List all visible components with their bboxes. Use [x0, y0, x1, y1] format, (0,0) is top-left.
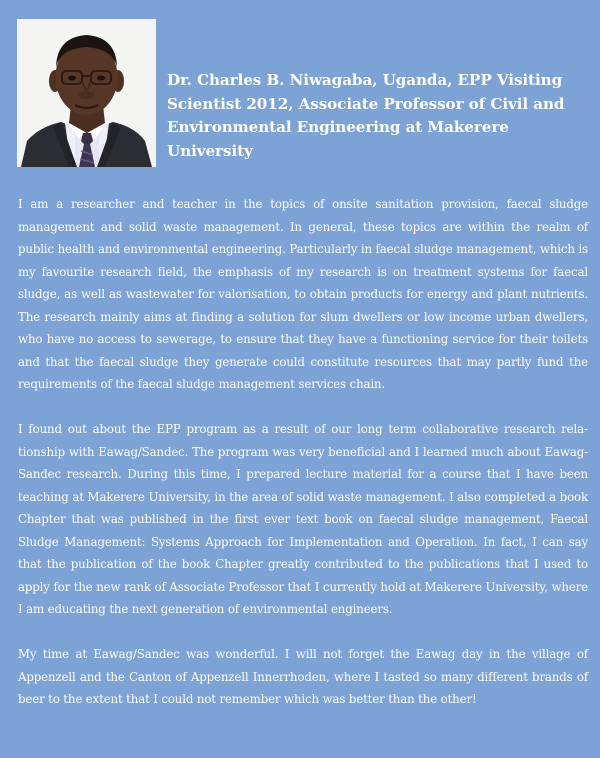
paragraph-eawag-time: My time at Eawag/Sandec was wonderful. I will not forget the Eawag day in the village of Appenzell and the Canton of Appenzell Innerrhoden, where I tasted so many different brands of beer to the extent that I could not remember which was better than the other! [18, 647, 588, 706]
testimonial-body [18, 193, 588, 711]
portrait-illustration [17, 19, 156, 167]
paragraph-epp-program: I found out about the EPP program as a result of our long term collaborative research relationship with Eawag/Sandec. The program was very beneficial and I learned much about Eawag-Sandec research. During this time, I prepared lecture material for a course that I have been teaching at Makerere University, in the area of solid waste management. I also completed a book Chapter that was published in the first ever text book on faecal sludge management, Faecal Sludge Management: Systems Approach for Implementation and Operation. In fact, I can say that the publication of the book Chapter greatly contributed to the publications that I used to apply for the new rank of Associate Professor that I currently hold at Makerere University, where I am educating the next generation of environmental engineers. [18, 422, 588, 616]
portrait-photo [17, 19, 156, 167]
profile-heading: Dr. Charles B. Niwagaba, Uganda, EPP Visiting Scientist 2012, Associate Professor of Civil and Environmental Engineering at Makerere University [167, 71, 565, 160]
paragraph-research: I am a researcher and teacher in the topics of onsite sanitation provision, faecal sludge management and solid waste management. In general, these topics are within the realm of public health and environmental engineering. Particularly in faecal sludge management, which is my favourite research field, the emphasis of my research is on treatment systems for faecal sludge, as well as wastewater for valorisation, to obtain products for energy and plant nutrients. The research mainly aims at finding a solution for slum dwellers or low income urban dwellers, who have no access to sewerage, to ensure that they have a functioning service for their toilets and that the faecal sludge they generate could constitute resources that may partly fund the requirements of the faecal sludge management services chain. [18, 197, 588, 391]
